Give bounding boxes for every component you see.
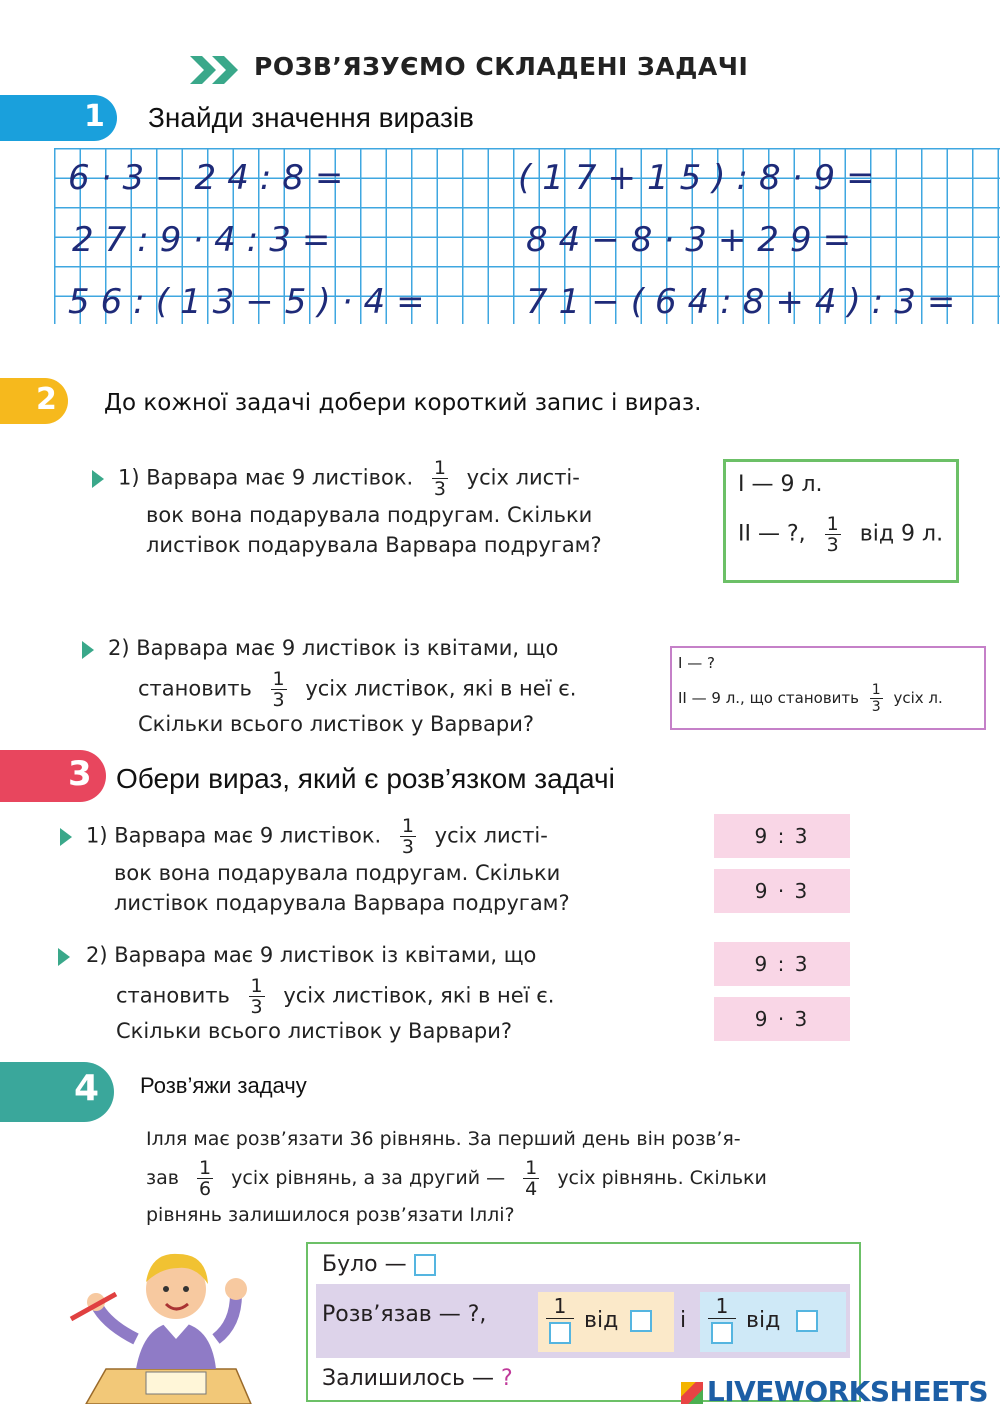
problem-text: Варвара має 9 листівок із квітами, що: [136, 636, 559, 660]
page-title: РОЗВ’ЯЗУЄМО СКЛАДЕНІ ЗАДАЧІ: [254, 52, 749, 81]
problem-index: 1): [118, 465, 140, 490]
fraction: $\frac{1}{4}$: [525, 1157, 538, 1200]
task-3-problem-1: [86, 815, 570, 918]
arrow-icon: [92, 470, 104, 488]
task-2-problem-2: [108, 633, 608, 739]
task-1-title: Знайди значення виразів: [148, 102, 474, 133]
problem-text: усіх листівок, які в неї є.: [305, 676, 577, 701]
part-one: [538, 1292, 674, 1352]
expression-2[interactable]: (17+15):8·9=: [518, 158, 886, 198]
record-row: I — 9 л.: [738, 472, 823, 497]
record-row: Розв’язав — ?,: [322, 1302, 487, 1327]
problem-text: Варвара має 9 листівок із квітами, що: [114, 943, 537, 967]
double-chevron-icon: [190, 56, 244, 84]
watermark: LIVEWORKSHEETS: [681, 1375, 988, 1408]
task-2-number: 2: [36, 382, 57, 417]
task-4-problem: [146, 1124, 806, 1230]
problem-index: 1): [86, 823, 108, 848]
task-2-problem-1: [118, 457, 602, 560]
short-record-1[interactable]: [723, 459, 959, 583]
boy-illustration: [66, 1244, 266, 1404]
problem-text: становить: [116, 983, 230, 1008]
expression-4[interactable]: 84−8·3+29=: [526, 220, 863, 260]
fraction: $\frac{1}{3}$: [272, 668, 285, 711]
expression-1[interactable]: 6·3−24:8=: [68, 158, 355, 198]
arrow-icon: [60, 828, 72, 846]
problem-index: 2): [86, 943, 108, 967]
record-row: Залишилось —: [322, 1366, 494, 1391]
record-row-2: [316, 1284, 850, 1358]
task-4-number: 4: [74, 1068, 100, 1109]
answer-box[interactable]: [711, 1322, 733, 1344]
answer-box[interactable]: [630, 1310, 652, 1332]
arrow-icon: [82, 641, 94, 659]
problem-text: становить: [138, 676, 252, 701]
problem-text: листівок подарувала Варвара подругам?: [146, 533, 602, 557]
record-row: I — ?: [678, 654, 715, 672]
record-row: II — ?,: [738, 521, 806, 547]
record-text: від: [584, 1308, 619, 1333]
problem-text: Варвара має 9 листівок.: [146, 465, 414, 490]
option-button[interactable]: 9 · 3: [714, 869, 850, 913]
problem-text: Ілля має розв’язати 36 рівнянь. За перший день він розв’я-: [146, 1128, 741, 1150]
part-two: [700, 1292, 846, 1352]
fraction: $\frac{1}{3}$: [871, 682, 881, 715]
option-button[interactable]: 9 · 3: [714, 997, 850, 1041]
task-2-title: До кожної задачі добери короткий запис і вираз.: [104, 390, 702, 416]
fraction: $\frac{1}{3}$: [433, 457, 446, 500]
fraction-numerator: 1: [546, 1294, 574, 1319]
answer-box[interactable]: [549, 1322, 571, 1344]
question-mark: ?: [500, 1366, 513, 1391]
fraction: $\frac{1}{3}$: [826, 513, 839, 556]
header-chevrons: [190, 56, 244, 84]
problem-index: 2): [108, 636, 130, 660]
record-row: II — 9 л., що становить: [678, 689, 859, 707]
record-row: від 9 л.: [859, 521, 944, 547]
problem-text: усіх листі-: [434, 823, 548, 848]
problem-text: Варвара має 9 листівок.: [114, 823, 382, 848]
task-3-badge: [0, 750, 106, 802]
expression-3[interactable]: 27:9·4:3=: [72, 220, 342, 260]
record-text: від: [746, 1308, 781, 1333]
task-4-badge: [0, 1062, 114, 1122]
fraction: $\frac{1}{3}$: [401, 815, 414, 858]
problem-text: усіх рівнянь. Скільки: [557, 1167, 767, 1189]
fraction-numerator: 1: [708, 1294, 736, 1319]
task-4-title: Розв’яжи задачу: [140, 1073, 307, 1098]
problem-text: Скільки всього листівок у Варвари?: [138, 712, 535, 736]
task-3-number: 3: [68, 754, 92, 794]
option-button[interactable]: 9 : 3: [714, 942, 850, 986]
record-row: Було —: [322, 1252, 407, 1277]
problem-text: зав: [146, 1167, 179, 1189]
fraction: $\frac{1}{3}$: [250, 975, 263, 1018]
short-record-2[interactable]: [670, 646, 986, 730]
problem-text: усіх рівнянь, а за другий —: [231, 1167, 506, 1189]
problem-text: Скільки всього листівок у Варвари?: [116, 1019, 513, 1043]
problem-text: усіх листівок, які в неї є.: [283, 983, 555, 1008]
fraction: $\frac{1}{6}$: [199, 1157, 212, 1200]
problem-text: вок вона подарувала подругам. Скільки: [146, 503, 593, 527]
option-button[interactable]: 9 : 3: [714, 814, 850, 858]
task-3-problem-2: [86, 940, 586, 1046]
task-1-number: 1: [84, 99, 105, 134]
record-text: і: [680, 1308, 687, 1333]
task-1-badge: [0, 95, 117, 141]
answer-box[interactable]: [796, 1310, 818, 1332]
task-2-badge: [0, 378, 68, 424]
expression-5[interactable]: 56:(13−5)·4=: [68, 282, 436, 322]
task-3-title: Обери вираз, який є розв’язком задачі: [116, 763, 615, 794]
record-row: усіх л.: [893, 689, 943, 707]
answer-box[interactable]: [414, 1254, 436, 1276]
problem-text: вок вона подарувала подругам. Скільки: [114, 861, 561, 885]
problem-text: рівнянь залишилося розв’язати Іллі?: [146, 1204, 515, 1226]
expression-6[interactable]: 71−(64:8+4):3=: [526, 282, 967, 322]
problem-text: усіх листі-: [466, 465, 580, 490]
liveworksheets-logo-icon: [681, 1382, 703, 1404]
problem-text: листівок подарувала Варвара подругам?: [114, 891, 570, 915]
arrow-icon: [58, 948, 70, 966]
